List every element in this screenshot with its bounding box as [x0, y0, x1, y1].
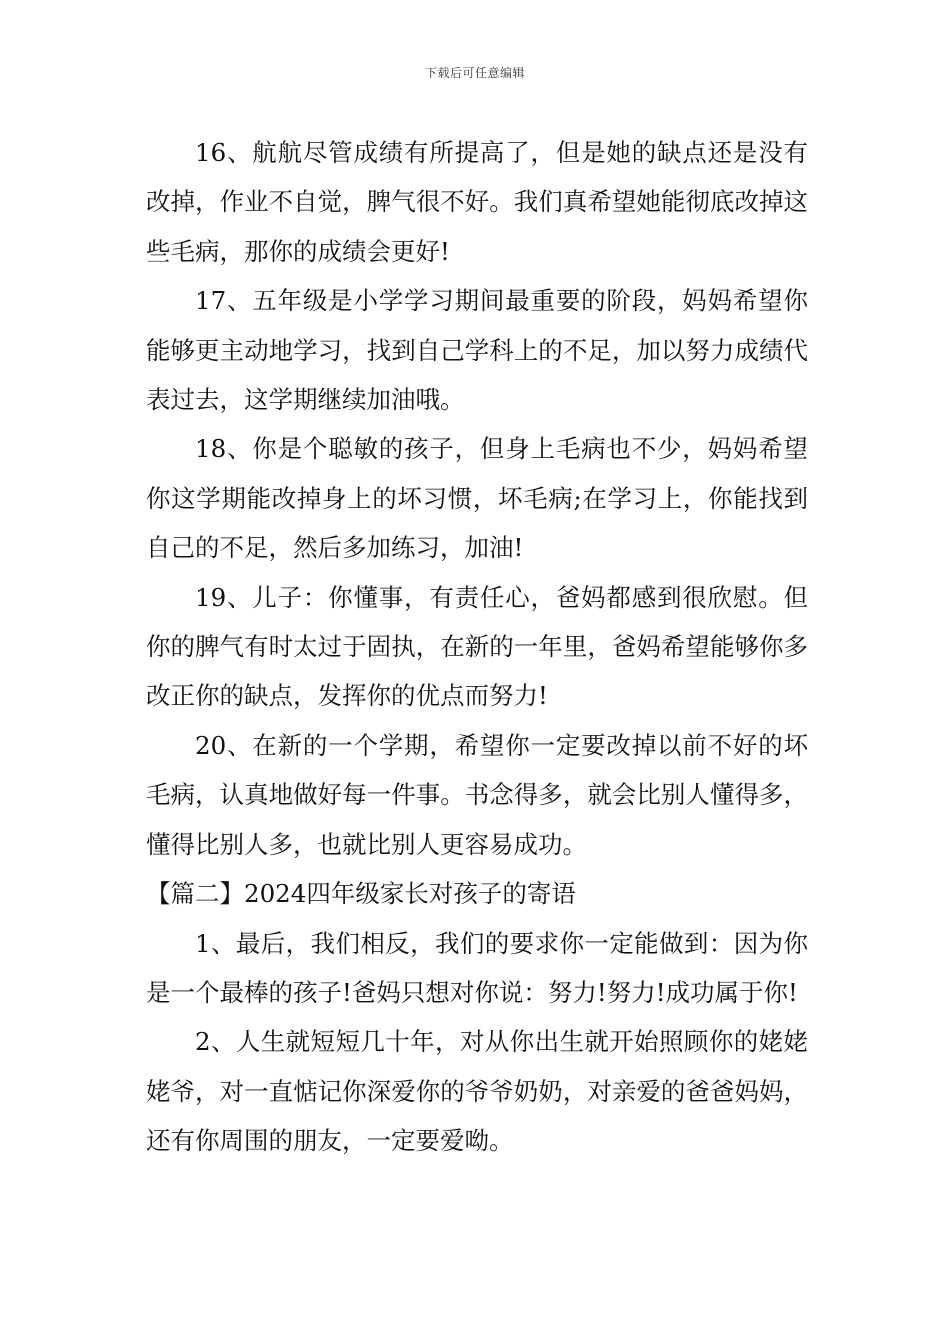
paragraph-17: 17、五年级是小学学习期间最重要的阶段，妈妈希望你能够更主动地学习，找到自己学科上的不足，加以努力成绩代表过去，这学期继续加油哦。 [146, 286, 808, 415]
paragraph-2: 2、人生就短短几十年，对从你出生就开始照顾你的姥姥姥爷，对一直惦记你深爱你的爷爷奶奶，对亲爱的爸爸妈妈，还有你周围的朋友，一定要爱呦。 [146, 1027, 808, 1156]
paragraph-20: 20、在新的一个学期，希望你一定要改掉以前不好的坏毛病，认真地做好每一件事。书念得多，就会比别人懂得多，懂得比别人多，也就比别人更容易成功。 [146, 730, 808, 859]
paragraph-19: 19、儿子：你懂事，有责任心，爸妈都感到很欣慰。但你的脾气有时太过于固执，在新的一年里，爸妈希望能够你多改正你的缺点，发挥你的优点而努力! [146, 582, 808, 711]
section-heading: 【篇二】2024四年级家长对孩子的寄语 [146, 879, 576, 909]
page-header-note: 下载后可任意编辑 [424, 66, 525, 80]
paragraph-18: 18、你是个聪敏的孩子，但身上毛病也不少，妈妈希望你这学期能改掉身上的坏习惯，坏毛病;在学习上，你能找到自己的不足，然后多加练习，加油! [146, 434, 808, 563]
paragraph-16: 16、航航尽管成绩有所提高了，但是她的缺点还是没有改掉，作业不自觉，脾气很不好。我们真希望她能彻底改掉这些毛病，那你的成绩会更好! [146, 138, 808, 266]
paragraph-1: 1、最后，我们相反，我们的要求你一定能做到：因为你是一个最棒的孩子!爸妈只想对你说：努力!努力!成功属于你! [146, 928, 808, 1007]
document-body [146, 128, 808, 1166]
